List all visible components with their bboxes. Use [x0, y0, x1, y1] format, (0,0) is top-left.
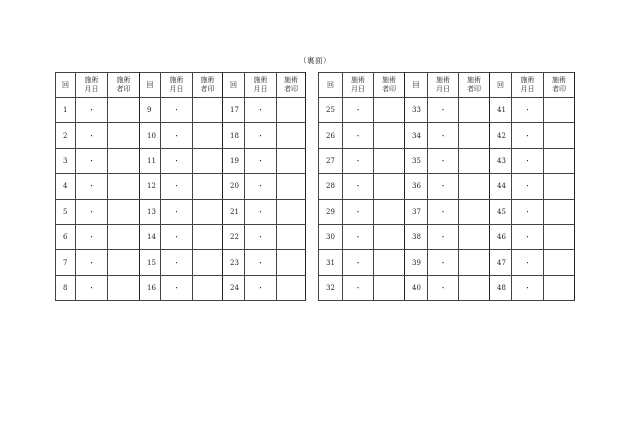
header-line: 月日 — [520, 85, 535, 93]
header-line: 施術 — [467, 76, 481, 84]
visit-number-cell: 39 — [405, 250, 428, 275]
header-line: 者印 — [200, 85, 215, 93]
treatment-date-cell — [245, 174, 277, 199]
visit-number-cell: 18 — [223, 123, 245, 148]
practitioner-seal-cell — [459, 123, 490, 148]
date-separator: ・ — [88, 258, 95, 267]
visit-number-cell: 38 — [405, 224, 428, 249]
header-line: 施術 — [253, 76, 268, 84]
date-separator: ・ — [88, 233, 95, 242]
practitioner-seal-cell — [277, 275, 306, 300]
practitioner-seal-cell — [374, 275, 405, 300]
date-separator: ・ — [524, 258, 531, 267]
practitioner-seal-cell — [374, 148, 405, 173]
treatment-date-cell — [76, 174, 108, 199]
treatment-date-cell — [245, 250, 277, 275]
treatment-date-cell — [161, 148, 193, 173]
header-line: 施術 — [84, 76, 99, 84]
date-separator: ・ — [173, 207, 180, 216]
practitioner-seal-cell — [544, 123, 575, 148]
header-line: 月日 — [84, 85, 99, 93]
visit-number-cell: 24 — [223, 275, 245, 300]
practitioner-seal-cell — [108, 275, 140, 300]
date-separator: ・ — [524, 283, 531, 292]
visit-number-cell: 22 — [223, 224, 245, 249]
visit-number-cell: 41 — [490, 98, 512, 123]
header-line: 施術 — [382, 76, 396, 84]
treatment-date-cell — [76, 148, 108, 173]
visit-number-cell: 26 — [319, 123, 343, 148]
visit-number-cell: 10 — [140, 123, 161, 148]
treatment-date-cell — [161, 250, 193, 275]
date-separator: ・ — [354, 233, 362, 242]
visit-number-cell: 23 — [223, 250, 245, 275]
treatment-date-cell — [245, 98, 277, 123]
practitioner-seal-cell — [193, 174, 223, 199]
visit-number-cell: 17 — [223, 98, 245, 123]
treatment-date-cell — [76, 224, 108, 249]
date-separator: ・ — [257, 233, 264, 242]
header-line: 施術 — [436, 76, 450, 84]
practitioner-seal-cell — [459, 98, 490, 123]
treatment-date-cell — [76, 123, 108, 148]
visit-number-cell: 3 — [56, 148, 76, 173]
header-line: 施術 — [552, 76, 566, 84]
date-separator: ・ — [173, 131, 180, 140]
practitioner-seal-cell — [459, 174, 490, 199]
treatment-date-cell — [428, 123, 459, 148]
practitioner-seal-cell — [374, 250, 405, 275]
treatment-record-table-right — [318, 72, 575, 301]
visit-number-header: 回 — [490, 73, 512, 98]
treatment-date-cell — [161, 98, 193, 123]
visit-number-header: 回 — [223, 73, 245, 98]
visit-number-cell: 9 — [140, 98, 161, 123]
treatment-date-cell — [428, 224, 459, 249]
header-line: 施術 — [200, 76, 215, 84]
practitioner-seal-cell — [108, 199, 140, 224]
treatment-date-cell — [512, 174, 544, 199]
table-row — [319, 98, 575, 123]
treatment-date-cell — [161, 174, 193, 199]
table-row — [56, 199, 306, 224]
practitioner-seal-cell — [459, 275, 490, 300]
treatment-date-cell — [343, 98, 374, 123]
practitioner-seal-cell — [277, 123, 306, 148]
visit-number-cell: 8 — [56, 275, 76, 300]
treatment-date-cell — [245, 148, 277, 173]
date-separator: ・ — [439, 258, 447, 267]
practitioner-seal-cell — [193, 148, 223, 173]
practitioner-seal-cell — [374, 174, 405, 199]
table-row — [56, 123, 306, 148]
treatment-date-cell — [512, 250, 544, 275]
date-separator: ・ — [88, 283, 95, 292]
treatment-date-cell — [76, 250, 108, 275]
date-separator: ・ — [439, 131, 447, 140]
header-line: 施術 — [169, 76, 184, 84]
date-separator: ・ — [354, 258, 362, 267]
header-line: 者印 — [116, 85, 131, 93]
visit-number-cell: 31 — [319, 250, 343, 275]
practitioner-seal-cell — [193, 98, 223, 123]
header-row — [56, 73, 306, 98]
treatment-date-cell — [428, 199, 459, 224]
header-line: 月日 — [169, 85, 184, 93]
visit-number-cell: 14 — [140, 224, 161, 249]
date-separator: ・ — [524, 207, 531, 216]
date-separator: ・ — [354, 156, 362, 165]
practitioner-seal-cell — [544, 148, 575, 173]
treatment-date-cell — [428, 174, 459, 199]
table-row — [319, 174, 575, 199]
header-line: 者印 — [552, 85, 566, 93]
treatment-date-cell — [76, 275, 108, 300]
visit-number-cell: 48 — [490, 275, 512, 300]
visit-number-cell: 13 — [140, 199, 161, 224]
visit-number-cell: 40 — [405, 275, 428, 300]
visit-number-cell: 36 — [405, 174, 428, 199]
date-separator: ・ — [524, 156, 531, 165]
practitioner-seal-cell — [459, 224, 490, 249]
treatment-date-cell — [161, 224, 193, 249]
date-separator: ・ — [257, 131, 264, 140]
practitioner-seal-cell — [544, 199, 575, 224]
visit-number-cell: 35 — [405, 148, 428, 173]
date-separator: ・ — [173, 233, 180, 242]
date-separator: ・ — [439, 283, 447, 292]
practitioner-seal-cell — [108, 250, 140, 275]
visit-number-cell: 27 — [319, 148, 343, 173]
visit-number-cell: 43 — [490, 148, 512, 173]
date-separator: ・ — [439, 182, 447, 191]
date-separator: ・ — [173, 182, 180, 191]
date-separator: ・ — [173, 156, 180, 165]
visit-number-cell: 33 — [405, 98, 428, 123]
table-row — [56, 275, 306, 300]
visit-number-cell: 2 — [56, 123, 76, 148]
date-separator: ・ — [354, 283, 362, 292]
date-separator: ・ — [439, 156, 447, 165]
table-row — [56, 148, 306, 173]
treatment-date-cell — [245, 123, 277, 148]
header-line: 者印 — [467, 85, 481, 93]
practitioner-seal-cell — [108, 224, 140, 249]
table-row — [319, 224, 575, 249]
practitioner-seal-cell — [374, 98, 405, 123]
date-separator: ・ — [257, 182, 264, 191]
date-separator: ・ — [354, 106, 362, 115]
treatment-date-cell — [76, 199, 108, 224]
date-separator: ・ — [173, 283, 180, 292]
table-row — [56, 250, 306, 275]
table-row — [56, 224, 306, 249]
practitioner-seal-cell — [193, 250, 223, 275]
treatment-date-cell — [512, 123, 544, 148]
treatment-date-header — [76, 73, 108, 98]
treatment-date-header — [161, 73, 193, 98]
practitioner-seal-cell — [108, 98, 140, 123]
header-line: 者印 — [382, 85, 396, 93]
visit-number-header: 回 — [140, 73, 161, 98]
treatment-date-header — [245, 73, 277, 98]
visit-number-header: 回 — [56, 73, 76, 98]
date-separator: ・ — [257, 283, 264, 292]
header-line: 月日 — [253, 85, 268, 93]
date-separator: ・ — [354, 182, 362, 191]
visit-number-cell: 45 — [490, 199, 512, 224]
practitioner-seal-cell — [108, 148, 140, 173]
date-separator: ・ — [354, 207, 362, 216]
header-line: 月日 — [436, 85, 450, 93]
treatment-date-cell — [343, 148, 374, 173]
date-separator: ・ — [173, 258, 180, 267]
visit-number-cell: 34 — [405, 123, 428, 148]
visit-number-cell: 11 — [140, 148, 161, 173]
treatment-date-cell — [428, 275, 459, 300]
practitioner-seal-header — [193, 73, 223, 98]
table-row — [319, 123, 575, 148]
visit-number-cell: 37 — [405, 199, 428, 224]
date-separator: ・ — [257, 258, 264, 267]
visit-number-header: 回 — [405, 73, 428, 98]
date-separator: ・ — [88, 131, 95, 140]
table-row — [319, 250, 575, 275]
reverse-side-label: （裏面） — [299, 56, 331, 65]
table-row — [319, 199, 575, 224]
visit-number-cell: 15 — [140, 250, 161, 275]
visit-number-cell: 6 — [56, 224, 76, 249]
treatment-date-cell — [76, 98, 108, 123]
date-separator: ・ — [88, 207, 95, 216]
visit-number-cell: 42 — [490, 123, 512, 148]
header-line: 者印 — [284, 85, 298, 93]
date-separator: ・ — [524, 182, 531, 191]
treatment-date-cell — [161, 275, 193, 300]
visit-number-cell: 16 — [140, 275, 161, 300]
practitioner-seal-cell — [459, 148, 490, 173]
header-line: 施術 — [520, 76, 535, 84]
treatment-date-cell — [428, 98, 459, 123]
date-separator: ・ — [524, 131, 531, 140]
visit-number-cell: 21 — [223, 199, 245, 224]
header-row — [319, 73, 575, 98]
visit-number-cell: 5 — [56, 199, 76, 224]
visit-number-cell: 12 — [140, 174, 161, 199]
treatment-date-cell — [512, 98, 544, 123]
treatment-date-cell — [245, 199, 277, 224]
practitioner-seal-cell — [544, 250, 575, 275]
table-row — [56, 98, 306, 123]
practitioner-seal-header — [544, 73, 575, 98]
visit-number-cell: 46 — [490, 224, 512, 249]
practitioner-seal-cell — [277, 250, 306, 275]
practitioner-seal-cell — [193, 123, 223, 148]
practitioner-seal-cell — [544, 174, 575, 199]
treatment-record-table-left — [55, 72, 306, 301]
treatment-date-cell — [512, 199, 544, 224]
visit-number-cell: 29 — [319, 199, 343, 224]
table-row — [319, 275, 575, 300]
treatment-date-cell — [245, 275, 277, 300]
visit-number-cell: 7 — [56, 250, 76, 275]
practitioner-seal-cell — [544, 275, 575, 300]
header-line: 施術 — [116, 76, 131, 84]
visit-number-cell: 44 — [490, 174, 512, 199]
treatment-date-cell — [428, 250, 459, 275]
practitioner-seal-cell — [459, 199, 490, 224]
visit-number-cell: 20 — [223, 174, 245, 199]
practitioner-seal-cell — [459, 250, 490, 275]
practitioner-seal-cell — [108, 174, 140, 199]
practitioner-seal-cell — [277, 148, 306, 173]
table-row — [319, 148, 575, 173]
date-separator: ・ — [88, 106, 95, 115]
header-line: 施術 — [284, 76, 298, 84]
practitioner-seal-cell — [374, 123, 405, 148]
practitioner-seal-header — [374, 73, 405, 98]
practitioner-seal-cell — [544, 224, 575, 249]
practitioner-seal-cell — [374, 199, 405, 224]
date-separator: ・ — [524, 233, 531, 242]
practitioner-seal-cell — [277, 199, 306, 224]
date-separator: ・ — [257, 207, 264, 216]
practitioner-seal-cell — [193, 275, 223, 300]
visit-number-cell: 1 — [56, 98, 76, 123]
treatment-date-cell — [343, 123, 374, 148]
date-separator: ・ — [88, 182, 95, 191]
visit-number-header: 回 — [319, 73, 343, 98]
treatment-date-header — [428, 73, 459, 98]
visit-number-cell: 47 — [490, 250, 512, 275]
treatment-date-cell — [343, 224, 374, 249]
treatment-date-cell — [343, 275, 374, 300]
practitioner-seal-cell — [193, 199, 223, 224]
practitioner-seal-cell — [193, 224, 223, 249]
treatment-date-cell — [245, 224, 277, 249]
date-separator: ・ — [354, 131, 362, 140]
treatment-date-header — [343, 73, 374, 98]
date-separator: ・ — [88, 156, 95, 165]
practitioner-seal-cell — [277, 224, 306, 249]
practitioner-seal-header — [108, 73, 140, 98]
date-separator: ・ — [439, 207, 447, 216]
treatment-date-cell — [343, 250, 374, 275]
practitioner-seal-cell — [544, 98, 575, 123]
practitioner-seal-header — [459, 73, 490, 98]
treatment-date-cell — [512, 148, 544, 173]
visit-number-cell: 30 — [319, 224, 343, 249]
treatment-date-cell — [343, 199, 374, 224]
treatment-date-cell — [512, 224, 544, 249]
visit-number-cell: 32 — [319, 275, 343, 300]
treatment-date-cell — [161, 199, 193, 224]
treatment-date-cell — [343, 174, 374, 199]
date-separator: ・ — [257, 106, 264, 115]
practitioner-seal-header — [277, 73, 306, 98]
practitioner-seal-cell — [108, 123, 140, 148]
visit-number-cell: 19 — [223, 148, 245, 173]
date-separator: ・ — [257, 156, 264, 165]
date-separator: ・ — [524, 106, 531, 115]
practitioner-seal-cell — [277, 174, 306, 199]
visit-number-cell: 28 — [319, 174, 343, 199]
practitioner-seal-cell — [277, 98, 306, 123]
date-separator: ・ — [439, 233, 447, 242]
treatment-date-header — [512, 73, 544, 98]
date-separator: ・ — [439, 106, 447, 115]
visit-number-cell: 25 — [319, 98, 343, 123]
treatment-date-cell — [161, 123, 193, 148]
practitioner-seal-cell — [374, 224, 405, 249]
treatment-date-cell — [428, 148, 459, 173]
table-row — [56, 174, 306, 199]
treatment-date-cell — [512, 275, 544, 300]
header-line: 施術 — [351, 76, 365, 84]
visit-number-cell: 4 — [56, 174, 76, 199]
date-separator: ・ — [173, 106, 180, 115]
header-line: 月日 — [351, 85, 365, 93]
